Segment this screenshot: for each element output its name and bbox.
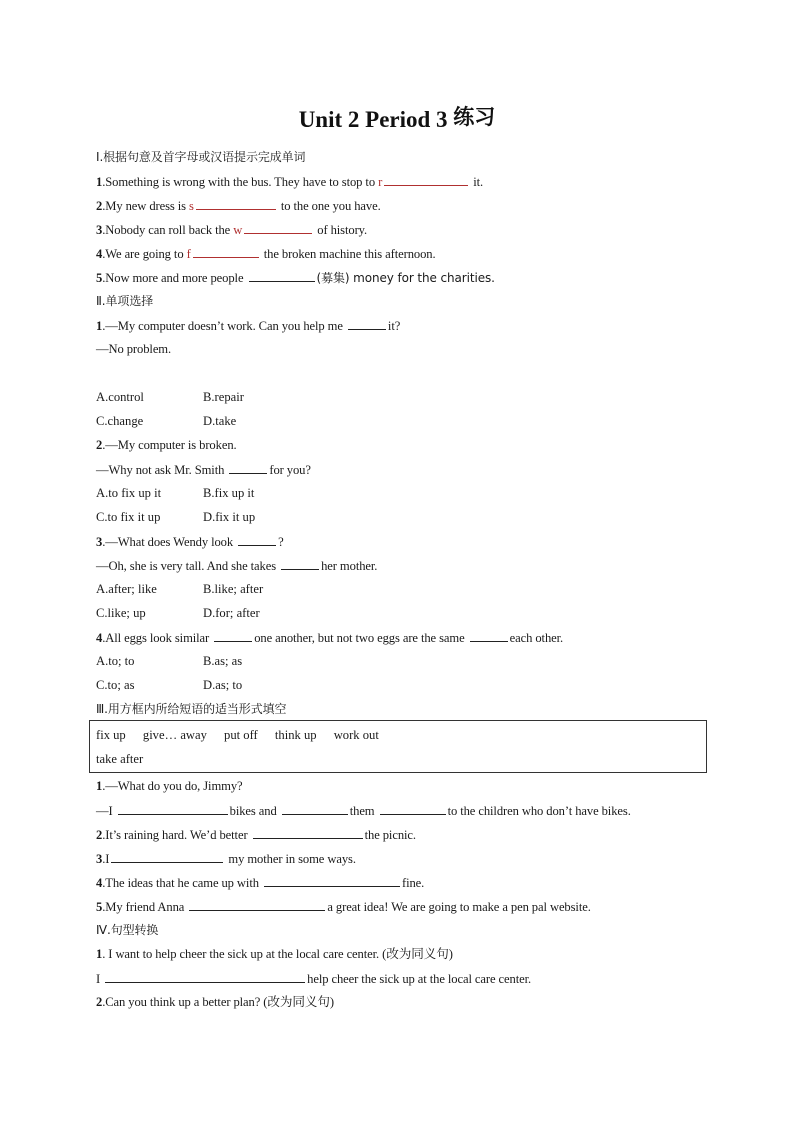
option-c[interactable]: C.to fix it up <box>96 510 161 524</box>
s1-question-2 <box>96 197 381 214</box>
question-number: 4 <box>96 247 103 261</box>
option-b[interactable]: B.fix up it <box>203 486 255 500</box>
question-text-end: the broken machine this afternoon. <box>260 247 436 261</box>
section-2-heading: Ⅱ.单项选择 <box>96 294 154 308</box>
question-text: —I <box>96 804 116 818</box>
section-4-heading: Ⅳ.句型转换 <box>96 923 159 937</box>
question-text-end: ? <box>278 535 284 549</box>
s1-question-5 <box>96 269 495 286</box>
hint-letter: f <box>186 247 191 261</box>
s3-question-2 <box>96 826 416 843</box>
answer-blank[interactable] <box>380 802 446 815</box>
question-text-end: the picnic. <box>364 828 416 842</box>
answer-blank[interactable] <box>253 826 363 839</box>
question-text-end: to the children who don’t have bikes. <box>447 804 631 818</box>
answer-blank[interactable] <box>193 245 259 258</box>
question-number: 2 <box>96 438 103 452</box>
question-text-end: each other. <box>509 631 564 645</box>
s2-q3-line2 <box>96 557 377 574</box>
question-text: .Now more and more people <box>102 271 247 285</box>
question-text-end: for you? <box>269 463 311 477</box>
question-text-end: fine. <box>401 876 425 890</box>
s1-question-3 <box>96 221 367 238</box>
hint-letter: r <box>378 175 383 189</box>
answer-blank[interactable] <box>282 802 348 815</box>
option-c[interactable]: C.change <box>96 414 144 428</box>
option-a[interactable]: A.control <box>96 390 144 404</box>
s3-q1-line1 <box>96 778 243 794</box>
question-number: 4 <box>96 876 103 890</box>
question-number: 2 <box>96 828 103 842</box>
question-text: .The ideas that he came up with <box>102 876 262 890</box>
option-c[interactable]: C.like; up <box>96 606 146 620</box>
question-text-mid: one another, but not two eggs are the same <box>254 631 468 645</box>
question-text: .My friend Anna <box>102 900 188 914</box>
phrase-item: take after <box>96 752 144 766</box>
question-text: .Nobody can roll back the <box>102 223 234 237</box>
answer-blank[interactable] <box>348 317 386 330</box>
s3-question-4 <box>96 874 424 891</box>
section-1-heading: Ⅰ.根据句意及首字母或汉语提示完成单词 <box>96 150 306 164</box>
question-number: 5 <box>96 271 103 285</box>
s1-question-1 <box>96 173 483 190</box>
answer-blank[interactable] <box>111 850 223 863</box>
title-chinese: 练习 <box>453 105 496 129</box>
option-a[interactable]: A.after; like <box>96 582 157 596</box>
page-title <box>0 104 794 134</box>
s3-question-5 <box>96 898 591 915</box>
question-number: 5 <box>96 900 103 914</box>
s4-q1-line1 <box>96 946 453 962</box>
answer-blank[interactable] <box>470 629 508 642</box>
question-number: 2 <box>96 199 103 213</box>
question-text: .All eggs look similar <box>102 631 213 645</box>
option-d[interactable]: D.take <box>203 414 237 428</box>
question-text: . I want to help cheer the sick up at the local care center. (改为同义句) <box>102 947 453 961</box>
answer-blank[interactable] <box>189 898 325 911</box>
question-text-end: (募集) money for the charities. <box>316 271 495 285</box>
option-a[interactable]: A.to; to <box>96 654 135 668</box>
question-text-end: my mother in some ways. <box>225 852 356 866</box>
question-number: 3 <box>96 852 103 866</box>
answer-blank[interactable] <box>196 197 276 210</box>
question-text-end: a great idea! We are going to make a pen pal website. <box>327 900 591 914</box>
s2-q2-line2 <box>96 461 311 478</box>
s2-q3-line1 <box>96 533 284 550</box>
option-a[interactable]: A.to fix up it <box>96 486 162 500</box>
question-number: 4 <box>96 631 103 645</box>
phrase-box-row-1 <box>96 728 393 743</box>
option-d[interactable]: D.as; to <box>203 678 243 692</box>
phrase-item: give… away <box>142 728 207 742</box>
question-text-end: of history. <box>314 223 368 237</box>
option-d[interactable]: D.for; after <box>203 606 260 620</box>
question-text: .I <box>102 852 110 866</box>
phrase-item: fix up <box>96 728 126 742</box>
answer-blank[interactable] <box>118 802 228 815</box>
option-b[interactable]: B.as; as <box>203 654 243 668</box>
question-text: .Something is wrong with the bus. They have to stop to <box>102 175 379 189</box>
section-3-heading: Ⅲ.用方框内所给短语的适当形式填空 <box>96 702 287 716</box>
s2-q4-line1 <box>96 629 563 646</box>
answer-blank[interactable] <box>238 533 276 546</box>
answer-blank[interactable] <box>229 461 267 474</box>
answer-blank[interactable] <box>264 874 400 887</box>
question-number: 1 <box>96 779 103 793</box>
question-text: —Oh, she is very tall. And she takes <box>96 559 280 573</box>
question-text-mid: them <box>349 804 378 818</box>
option-d[interactable]: D.fix it up <box>203 510 256 524</box>
question-text-mid: bikes and <box>229 804 280 818</box>
phrase-item: put off <box>224 728 258 742</box>
s3-question-3 <box>96 850 356 867</box>
question-text-end: it. <box>470 175 484 189</box>
question-number: 2 <box>96 995 103 1009</box>
question-text: .—What do you do, Jimmy? <box>102 779 243 793</box>
answer-blank[interactable] <box>105 970 305 983</box>
question-text: .We are going to <box>102 247 187 261</box>
question-text-end: her mother. <box>321 559 378 573</box>
option-b[interactable]: B.repair <box>203 390 244 404</box>
phrase-box <box>89 720 707 773</box>
answer-blank[interactable] <box>281 557 319 570</box>
phrase-box-row-2 <box>96 752 157 767</box>
s1-question-4 <box>96 245 436 262</box>
question-text-end: help cheer the sick up at the local care center. <box>307 972 532 986</box>
question-number: 1 <box>96 947 103 961</box>
s2-q1-line2: —No problem. <box>96 342 172 356</box>
phrase-item: work out <box>333 728 379 742</box>
hint-letter: s <box>189 199 194 213</box>
question-number: 3 <box>96 223 103 237</box>
answer-blank[interactable] <box>384 173 468 186</box>
answer-blank[interactable] <box>244 221 312 234</box>
option-c[interactable]: C.to; as <box>96 678 135 692</box>
question-number: 1 <box>96 319 103 333</box>
question-text: .—My computer is broken. <box>102 438 237 452</box>
question-text: .—What does Wendy look <box>102 535 237 549</box>
question-number: 1 <box>96 175 103 189</box>
question-text-end: it? <box>387 319 401 333</box>
question-text-end: to the one you have. <box>277 199 381 213</box>
s2-q2-line1 <box>96 437 237 453</box>
answer-blank[interactable] <box>249 269 315 282</box>
hint-letter: w <box>233 223 243 237</box>
s3-q1-line2 <box>96 802 631 819</box>
question-text: .My new dress is <box>102 199 190 213</box>
s2-q1-line1 <box>96 317 400 334</box>
title-english: Unit 2 Period 3 <box>298 107 448 132</box>
question-text: .—My computer doesn’t work. Can you help me <box>102 319 346 333</box>
s4-q2-line1 <box>96 994 334 1010</box>
option-b[interactable]: B.like; after <box>203 582 264 596</box>
question-text: —Why not ask Mr. Smith <box>96 463 228 477</box>
question-text: .It’s raining hard. We’d better <box>102 828 251 842</box>
s4-q1-line2 <box>96 970 531 987</box>
question-text: .Can you think up a better plan? (改为同义句) <box>102 995 334 1009</box>
phrase-item: think up <box>274 728 317 742</box>
question-text: I <box>96 972 104 986</box>
question-number: 3 <box>96 535 103 549</box>
answer-blank[interactable] <box>214 629 252 642</box>
